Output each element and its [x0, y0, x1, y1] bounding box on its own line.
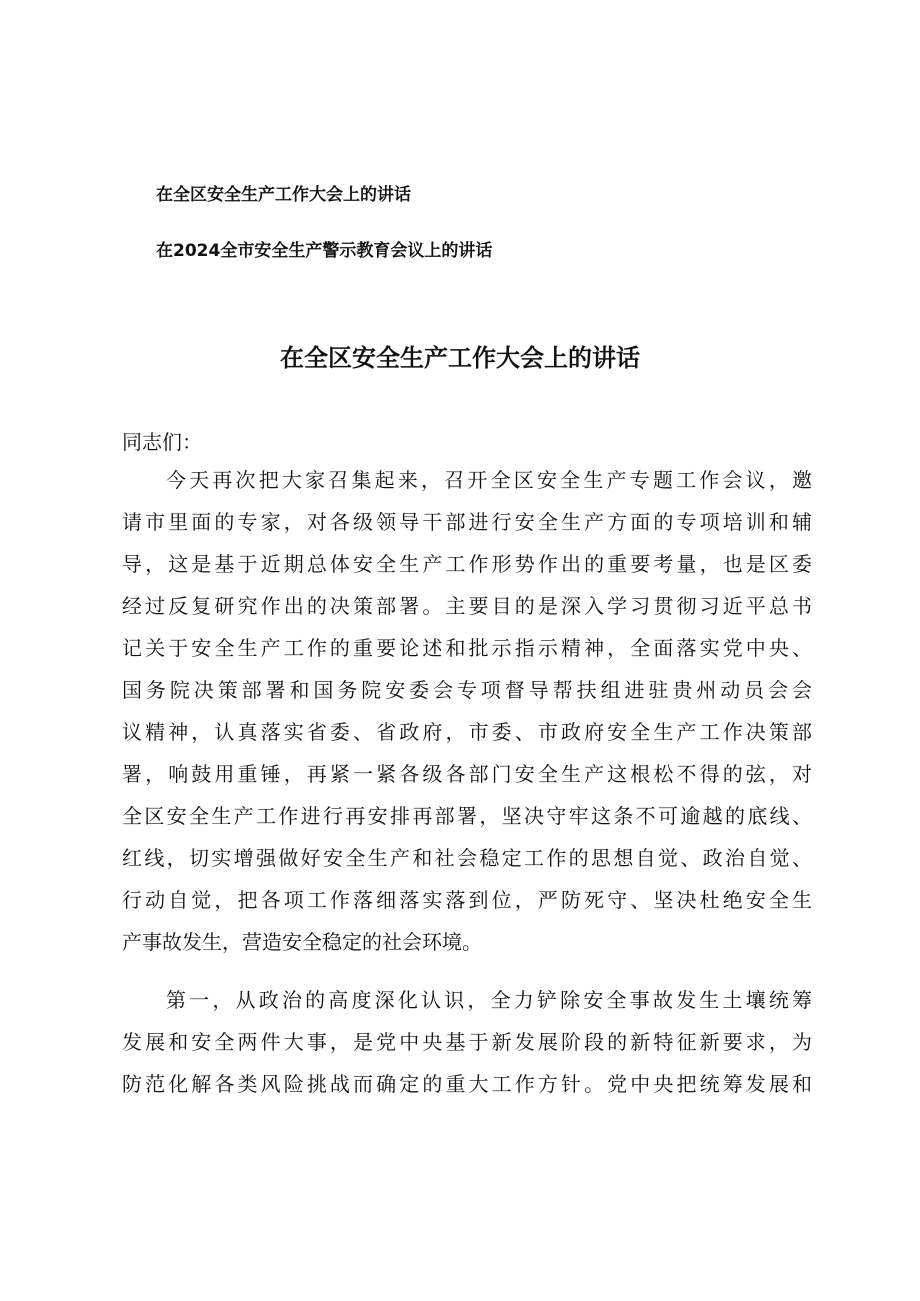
paragraph-line: 议精神，认真落实省委、省政府，市委、市政府安全生产工作决策部: [122, 720, 812, 744]
document-title: 在全区安全生产工作大会上的讲话: [280, 344, 640, 372]
paragraph-line: 全区安全生产工作进行再安排再部署，坚决守牢这条不可逾越的底线、: [122, 804, 812, 828]
paragraph-line: 记关于安全生产工作的重要论述和批示指示精神，全面落实党中央、: [122, 636, 812, 660]
paragraph-line: 请市里面的专家，对各级领导干部进行安全生产方面的专项培训和辅: [122, 510, 812, 534]
paragraph-line: 产事故发生，营造安全稳定的社会环境。: [122, 930, 482, 954]
toc-item-text: 在2024全市安全生产警示教育会议上的讲话: [156, 241, 493, 261]
paragraph-line: 经过反复研究作出的决策部署。主要目的是深入学习贯彻习近平总书: [122, 594, 812, 618]
paragraph-line: 导，这是基于近期总体安全生产工作形势作出的重要考量，也是区委: [122, 552, 812, 576]
paragraph-line: 今天再次把大家召集起来，召开全区安全生产专题工作会议，邀: [166, 468, 812, 492]
toc-item-text: 在全区安全生产工作大会上的讲话: [156, 185, 411, 205]
paragraph-line: 发展和安全两件大事，是党中央基于新发展阶段的新特征新要求，为: [122, 1030, 812, 1054]
toc-item-2: [156, 236, 492, 261]
salutation: 同志们：: [122, 430, 202, 454]
paragraph-line: 防范化解各类风险挑战而确定的重大工作方针。党中央把统筹发展和: [122, 1072, 812, 1096]
paragraph-line: 第一，从政治的高度深化认识，全力铲除安全事故发生土壤统筹: [166, 988, 812, 1012]
paragraph-line: 行动自觉，把各项工作落细落实落到位，严防死守、坚决杜绝安全生: [122, 888, 812, 912]
paragraph-line: 国务院决策部署和国务院安委会专项督导帮扶组进驻贵州动员会会: [122, 678, 812, 702]
paragraph-line: 署，响鼓用重锤，再紧一紧各级各部门安全生产这根松不得的弦，对: [122, 762, 812, 786]
paragraph-line: 红线，切实增强做好安全生产和社会稳定工作的思想自觉、政治自觉、: [122, 846, 812, 870]
toc-item-1: [156, 180, 411, 205]
